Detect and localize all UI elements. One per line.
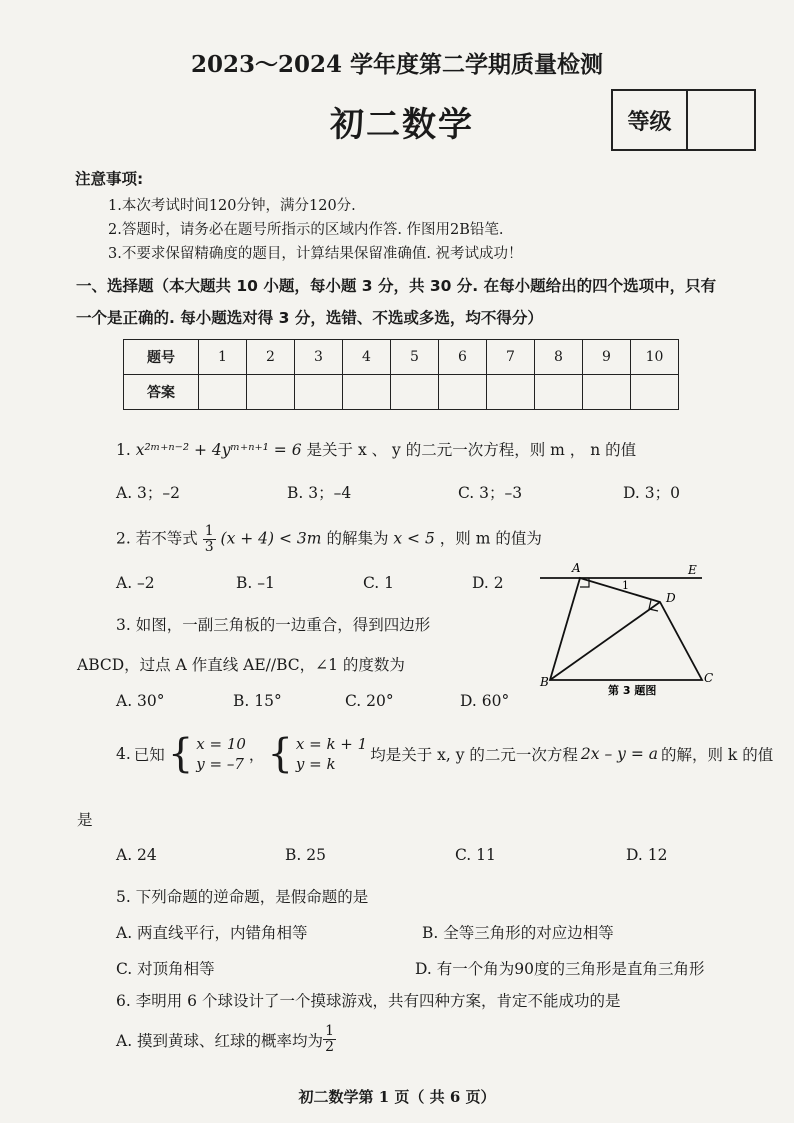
question-1-expression: x²ᵐ⁺ⁿ⁻² + 4yᵐ⁺ⁿ⁺¹ = 6 xyxy=(135,441,302,459)
q5-option-b: B. 全等三角形的对应边相等 xyxy=(422,924,614,942)
q5-option-d: D. 有一个角为90度的三角形是直角三角形 xyxy=(415,960,705,978)
q4-option-a: A. 24 xyxy=(116,846,157,864)
question-4-text-post: 的解，则 k 的值 xyxy=(660,746,774,764)
grade-box xyxy=(611,89,756,151)
label-d: D xyxy=(666,591,676,605)
q1-option-a: A. 3；–2 xyxy=(116,484,181,502)
answer-table-header-answer: 答案 xyxy=(124,375,199,410)
q3-figure xyxy=(538,558,724,702)
q4-option-c: C. 11 xyxy=(455,846,496,864)
q6-option-a xyxy=(116,1024,336,1055)
q2-option-b: B. –1 xyxy=(236,574,275,592)
question-2 xyxy=(116,524,542,555)
system-2-eq1: x = k + 1 xyxy=(295,735,368,753)
q1-option-d: D. 3；0 xyxy=(623,484,680,502)
question-2-text-mid: 的解集为 xyxy=(326,529,389,548)
question-number-cell: 4 xyxy=(343,340,391,375)
answer-cell[interactable] xyxy=(583,375,631,410)
brace-left-icon: { xyxy=(167,731,194,777)
question-number-cell: 9 xyxy=(583,340,631,375)
note-item-3: 3.不要求保留精确度的题目，计算结果保留准确值. 祝考试成功！ xyxy=(108,246,523,262)
answer-cell[interactable] xyxy=(247,375,295,410)
subject-title: 初二数学 xyxy=(330,105,474,145)
q4-option-b: B. 25 xyxy=(285,846,326,864)
question-2-text-post: ，则 m 的值为 xyxy=(439,529,542,548)
question-2-number: 2. xyxy=(116,529,131,548)
answer-table-header-number: 题号 xyxy=(124,340,199,375)
q2-option-d: D. 2 xyxy=(472,574,504,592)
fraction-denominator: 2 xyxy=(325,1039,334,1055)
answer-table-answer-row xyxy=(124,375,679,410)
answer-table xyxy=(123,339,679,410)
answer-cell[interactable] xyxy=(631,375,679,410)
figure-caption: 第 3 题图 xyxy=(608,684,657,697)
q1-option-c: C. 3；–3 xyxy=(458,484,523,502)
question-number-cell: 5 xyxy=(391,340,439,375)
question-2-condition: x < 5 xyxy=(393,529,435,548)
question-4-number: 4. xyxy=(116,745,131,763)
question-5-number: 5. xyxy=(116,888,131,906)
question-4-tail: 是 xyxy=(77,811,93,829)
question-number-cell: 6 xyxy=(439,340,487,375)
note-item-1: 1.本次考试时间120分钟，满分120分. xyxy=(108,198,356,214)
question-6 xyxy=(116,989,620,1011)
q3-option-d: D. 60° xyxy=(460,692,510,710)
question-number-cell: 8 xyxy=(535,340,583,375)
grade-value xyxy=(688,91,754,149)
question-number-cell: 3 xyxy=(295,340,343,375)
q1-option-b: B. 3；–4 xyxy=(287,484,352,502)
question-3-line2: ABCD，过点 A 作直线 AE//BC，∠1 的度数为 xyxy=(77,656,405,674)
fraction-denominator: 3 xyxy=(204,539,214,555)
question-6-text: 李明用 6 个球设计了一个摸球游戏，共有四种方案，肯定不能成功的是 xyxy=(135,992,621,1010)
label-a: A xyxy=(572,561,581,575)
question-number-cell: 7 xyxy=(487,340,535,375)
question-4-text-mid: 均是关于 x, y 的二元一次方程 xyxy=(370,746,578,764)
label-b: B xyxy=(540,675,549,689)
separator: ， xyxy=(248,746,265,764)
question-number-cell: 1 xyxy=(199,340,247,375)
system-2 xyxy=(296,734,367,774)
question-1-text: 是关于 x 、 y 的二元一次方程，则 m ， n 的值 xyxy=(306,441,637,459)
answer-cell[interactable] xyxy=(199,375,247,410)
question-2-expression: (x + 4) < 3m xyxy=(220,529,322,548)
question-1 xyxy=(116,438,636,460)
question-3-line1 xyxy=(116,613,430,635)
q6-option-a-text: A. 摸到黄球、红球的概率均为 xyxy=(116,1031,324,1050)
question-5-text: 下列命题的逆命题，是假命题的是 xyxy=(135,888,369,906)
system-1-eq2: y = –7 xyxy=(196,755,244,773)
question-1-number: 1. xyxy=(116,441,131,459)
q5-option-c: C. 对顶角相等 xyxy=(116,960,215,978)
answer-cell[interactable] xyxy=(295,375,343,410)
system-2-eq2: y = k xyxy=(295,755,336,773)
fraction-numerator: 1 xyxy=(204,523,214,539)
q3-option-c: C. 20° xyxy=(345,692,394,710)
question-2-fraction xyxy=(203,524,216,555)
q4-option-d: D. 12 xyxy=(626,846,668,864)
answer-cell[interactable] xyxy=(439,375,487,410)
notes-heading: 注意事项: xyxy=(75,170,144,188)
question-number-cell: 2 xyxy=(247,340,295,375)
question-6-number: 6. xyxy=(116,992,131,1010)
q2-option-a: A. –2 xyxy=(116,574,155,592)
fraction-numerator: 1 xyxy=(325,1023,334,1039)
q3-option-b: B. 15° xyxy=(233,692,282,710)
answer-cell[interactable] xyxy=(487,375,535,410)
diagonal-bd xyxy=(550,602,660,680)
question-3-text-line1: 如图，一副三角板的一边重合，得到四边形 xyxy=(135,616,431,634)
label-c: C xyxy=(704,671,714,685)
section1-line2: 一个是正确的. 每小题选对得 3 分，选错、不选或多选，均不得分） xyxy=(76,309,543,327)
brace-left-icon: { xyxy=(267,731,293,777)
question-4-text-pre: 已知 xyxy=(133,746,165,764)
note-item-2: 2.答题时，请务必在题号所指示的区域内作答. 作图用2B铅笔. xyxy=(108,222,504,238)
question-2-text-pre: 若不等式 xyxy=(135,529,198,548)
grade-label: 等级 xyxy=(613,91,688,149)
question-5 xyxy=(116,885,368,907)
exam-title: 2023～2024 学年度第二学期质量检测 xyxy=(190,51,604,78)
question-number-cell: 10 xyxy=(631,340,679,375)
answer-table-number-row xyxy=(124,340,679,375)
question-4-equation: 2x – y = a xyxy=(580,745,658,763)
q6-option-a-fraction xyxy=(323,1024,336,1055)
page-footer: 初二数学第 1 页（ 共 6 页） xyxy=(298,1088,496,1106)
answer-cell[interactable] xyxy=(535,375,583,410)
question-4 xyxy=(116,731,774,777)
question-3-number: 3. xyxy=(116,616,131,634)
q3-option-a: A. 30° xyxy=(116,692,165,710)
label-e: E xyxy=(688,563,697,577)
system-1-eq1: x = 10 xyxy=(196,735,246,753)
q5-option-a: A. 两直线平行，内错角相等 xyxy=(116,924,308,942)
label-angle-1: 1 xyxy=(622,579,629,592)
answer-cell[interactable] xyxy=(391,375,439,410)
q2-option-c: C. 1 xyxy=(363,574,395,592)
section1-line1: 一、选择题（本大题共 10 小题，每小题 3 分，共 30 分. 在每小题给出的四个选项中，只有 xyxy=(76,277,717,295)
answer-cell[interactable] xyxy=(343,375,391,410)
system-1 xyxy=(196,734,246,774)
